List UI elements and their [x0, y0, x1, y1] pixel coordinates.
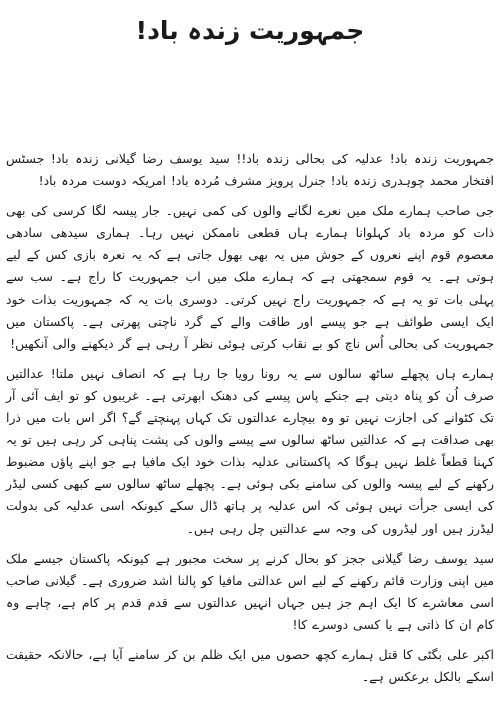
- article-paragraph-2: جی صاحب ہمارے ملک میں نعرے لگانے والوں کی کمی نہیں۔ جار پیسہ لگا کرسی کی بھی ذات کو مردہ باد کہلوانا ہمارے ہاں قطعی ناممکن نہیں رہا۔ ہماری سیدھی سادھی معصوم قوم اپنے نعروں کے جوش میں یہ بھی بھول جاتی ہے کہ یہ نعرہ بازی کس کے لیے ہوتی ہے۔ یہ قوم سمجھتی ہے کہ ہمارے ملک میں اب جمہوریت کا راج ہے۔ سب سے پہلی بات تو یہ ہے کہ جمہوریت راج نہیں کرتی۔ دوسری بات یہ کہ جمہوریت بذات خود ایک ایسی طوائف ہے جو پیسے اور طاقت والے کے گرد ناچتی پھرتی ہے۔ پاکستان میں جمہوریت کی بحالی اُس ناچ کو بے نقاب کرتی ہوئی نظر آ رہی ہے گر دیکھنے والی آنکھیں!: [6, 203, 494, 351]
- article-title: جمہوریت زندہ باد!: [135, 16, 365, 45]
- article-paragraph-4: سید یوسف رضا گیلانی ججز کو بحال کرنے پر سخت مجبور ہے کیونکہ پاکستان جیسے ملک میں اپنی وزارت قائم رکھنے کے لیے اس عدالتی مافیا کو پالنا اشد ضروری ہے۔ گیلانی صاحب اسی معاشرے کا ایک اہم جز ہیں جہاں انہیں عدالتوں سے قدم قدم پر کام ہے، چاہے وہ کام ان کا ذاتی ہے یا کسی دوسرے کا!: [6, 550, 494, 632]
- article-paragraph-5: اکبر علی بگٹی کا قتل ہمارے کچھ حصوں میں ایک ظلم بن کر سامنے آیا ہے، حالانکہ حقیقت اسکے بالکل برعکس ہے۔: [6, 646, 494, 685]
- article-paragraph-1: جمہوریت زندہ باد! عدلیہ کی بحالی زندہ باد!! سید یوسف رضا گیلانی زندہ باد! جسٹس افتخار محمد چوہدری زندہ باد! جنرل پرویز مشرف مُردہ باد! امریکہ دوست مردہ باد!: [6, 151, 494, 189]
- article-paragraph-3: ہمارے ہاں پچھلے ساٹھ سالوں سے یہ رونا رویا جا رہا ہے کہ انصاف نہیں ملتا! عدالتیں صرف اُن کو پناہ دیتی ہے جنکے پاس پیسے کی دھنک ابھرتی ہے۔ غریبوں کو تو ایف آئی آر تک کٹوانے کی اجازت نہیں تو وہ بیچارے عدالتوں تک کہاں پہنچتے گے؟ اگر اس بات میں ذرا بھی صداقت ہے کہ عدالتیں ساٹھ سالوں سے پیسے والوں کی پشت پناہی کر رہی ہیں تو یہ کہنا قطعاً غلط نہیں ہوگا کہ پاکستانی عدلیہ بذات خود ایک مافیا ہے جو اپنے پاؤں مضبوط رکھنے کے لیے پیسہ والوں کی سامنے بکی ہوئی ہے۔ پچھلے ساٹھ سالوں سے کبھی کسی لیڈر کی ایسی جرأت نہیں ہوئی کہ اس عدلیہ پر ہاتھ ڈال سکے کیونکہ اسی عدلیہ کی بدولت لیڈرز ہیں اور لیڈروں کی وجہ سے عدالتیں چل رہی ہیں۔: [6, 365, 494, 536]
